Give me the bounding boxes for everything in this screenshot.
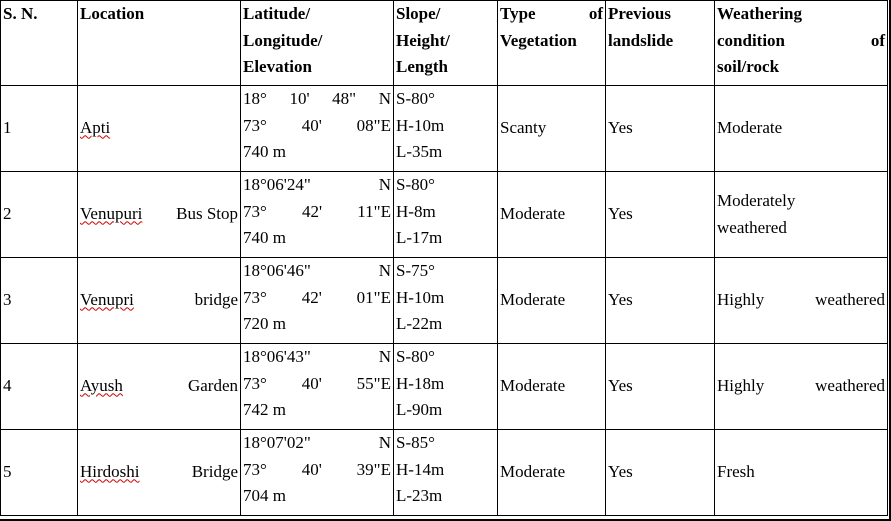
longitude-part: 11"E [357, 201, 391, 221]
cell-vegetation [498, 172, 606, 258]
header-sn: S. N. [1, 1, 78, 86]
latitude-part: 18° [243, 89, 267, 108]
location-part: Apti [80, 118, 111, 138]
length-value: L-35m [396, 142, 443, 161]
table-row [1, 172, 888, 258]
weathering-part: Moderate [717, 118, 783, 138]
header-weathering-line: Weathering [717, 4, 802, 23]
longitude-value [243, 199, 391, 226]
elevation-value: 740 m [243, 142, 286, 161]
location-part: Bus Stop [176, 204, 238, 224]
sn-value: 5 [3, 462, 12, 482]
table-row [1, 344, 888, 430]
vegetation-value: Moderate [500, 376, 566, 396]
weathering-part: weathered [717, 217, 787, 237]
header-slope [394, 1, 498, 86]
landslide-value: Yes [608, 118, 633, 138]
location-value [80, 287, 238, 314]
latitude-part: 18°07'02" [243, 433, 311, 452]
location-part: bridge [194, 290, 238, 310]
cell-slope [394, 86, 498, 172]
cell-vegetation [498, 430, 606, 516]
location-part: Venupri [80, 290, 134, 310]
cell-location [78, 430, 241, 516]
weathering-part: Highly [717, 376, 765, 396]
header-landslide-line: landslide [608, 30, 674, 50]
cell-landslide [606, 344, 715, 430]
longitude-part: 73° [243, 459, 267, 479]
landslide-value: Yes [608, 462, 633, 482]
length-value: L-90m [396, 400, 443, 419]
location-part: Hirdoshi [80, 462, 140, 482]
location-value [80, 115, 238, 142]
latitude-value [243, 172, 391, 199]
vegetation-value: Moderate [500, 462, 566, 482]
header-landslide-line: Previous [608, 4, 671, 23]
cell-landslide [606, 430, 715, 516]
longitude-value [243, 371, 391, 398]
elevation-value: 704 m [243, 486, 286, 505]
latitude-part: N [378, 175, 391, 194]
header-vegetation-line: Vegetation [500, 30, 577, 50]
weathering-value [717, 459, 885, 486]
sn-value: 1 [3, 118, 12, 138]
vegetation-value: Moderate [500, 290, 566, 310]
weathering-part: weathered [815, 290, 885, 310]
slope-value: S-80° [396, 175, 435, 194]
location-part: Bridge [191, 462, 238, 482]
longitude-part: 40' [301, 373, 322, 393]
header-landslide [606, 1, 715, 86]
cell-location [78, 344, 241, 430]
latitude-value [243, 344, 391, 371]
table-row [1, 258, 888, 344]
cell-slope [394, 430, 498, 516]
cell-location [78, 258, 241, 344]
elevation-value: 720 m [243, 314, 286, 333]
weathering-value [717, 287, 885, 314]
longitude-part: 55"E [356, 373, 391, 393]
latitude-part: 18°06'46" [243, 261, 311, 280]
latitude-value [243, 258, 391, 285]
slope-value: S-80° [396, 89, 435, 108]
weathering-part: Highly [717, 290, 765, 310]
latitude-value [243, 430, 391, 457]
longitude-part: 01"E [356, 287, 391, 307]
latitude-part: 10' [289, 89, 310, 108]
landslide-value: Yes [608, 204, 633, 224]
longitude-value [243, 457, 391, 484]
longitude-part: 39"E [356, 459, 391, 479]
latitude-part: 18°06'43" [243, 347, 311, 366]
latitude-part: N [378, 89, 391, 108]
longitude-part: 40' [301, 459, 322, 479]
header-vegetation-line: Type of [500, 4, 603, 23]
cell-weathering [715, 258, 888, 344]
header-latlong-line: Latitude/ [243, 4, 311, 23]
cell-slope [394, 344, 498, 430]
cell-location [78, 172, 241, 258]
height-value: H-18m [396, 373, 445, 393]
sn-value: 2 [3, 204, 12, 224]
vegetation-value: Scanty [500, 118, 547, 138]
location-value [80, 373, 238, 400]
cell-weathering [715, 86, 888, 172]
cell-location [78, 86, 241, 172]
cell-latlong [241, 172, 394, 258]
latitude-part: 18°06'24" [243, 175, 311, 194]
cell-landslide [606, 172, 715, 258]
location-part: Ayush [80, 376, 123, 396]
slope-value: S-75° [396, 261, 435, 280]
cell-sn [1, 258, 78, 344]
weathering-value [717, 115, 885, 142]
cell-vegetation [498, 344, 606, 430]
height-value: H-10m [396, 115, 445, 135]
height-value: H-8m [396, 201, 436, 221]
longitude-part: 40' [301, 115, 322, 135]
header-location: Location [78, 1, 241, 86]
cell-landslide [606, 86, 715, 172]
header-weathering-line: condition of [717, 30, 885, 50]
cell-landslide [606, 258, 715, 344]
longitude-value [243, 113, 391, 140]
longitude-part: 42' [302, 201, 323, 221]
header-slope-line: Length [396, 57, 448, 76]
sn-value: 3 [3, 290, 12, 310]
weathering-part: Fresh [717, 462, 755, 482]
cell-latlong [241, 258, 394, 344]
latitude-part: N [378, 347, 391, 366]
cell-vegetation [498, 86, 606, 172]
header-weathering [715, 1, 888, 86]
longitude-part: 73° [243, 373, 267, 393]
location-part: Venupuri [80, 204, 143, 224]
latitude-part: N [378, 433, 391, 452]
longitude-part: 73° [243, 201, 267, 221]
landslide-value: Yes [608, 290, 633, 310]
cell-sn [1, 86, 78, 172]
longitude-part: 73° [243, 287, 267, 307]
location-part: Garden [187, 376, 238, 396]
longitude-part: 73° [243, 115, 267, 135]
length-value: L-22m [396, 314, 443, 333]
table-row [1, 430, 888, 516]
weathering-part: weathered [815, 376, 885, 396]
cell-latlong [241, 430, 394, 516]
slope-value: S-80° [396, 347, 435, 366]
cell-slope [394, 172, 498, 258]
header-vegetation [498, 1, 606, 86]
slope-value: S-85° [396, 433, 435, 452]
cell-weathering [715, 344, 888, 430]
latitude-part: N [378, 261, 391, 280]
elevation-value: 742 m [243, 400, 286, 419]
cell-slope [394, 258, 498, 344]
longitude-value [243, 285, 391, 312]
table-header-row [1, 1, 888, 86]
cell-sn [1, 430, 78, 516]
table-row [1, 86, 888, 172]
elevation-value: 740 m [243, 228, 286, 247]
length-value: L-23m [396, 486, 443, 505]
header-latlong-line: Elevation [243, 57, 312, 76]
cell-latlong [241, 344, 394, 430]
header-latlong [241, 1, 394, 86]
cell-vegetation [498, 258, 606, 344]
longitude-part: 42' [301, 287, 322, 307]
landslide-value: Yes [608, 376, 633, 396]
location-value [80, 459, 238, 486]
cell-latlong [241, 86, 394, 172]
height-value: H-10m [396, 287, 445, 307]
location-value [80, 201, 238, 228]
cell-weathering [715, 430, 888, 516]
sn-value: 4 [3, 376, 12, 396]
header-slope-line: Slope/ [396, 4, 441, 23]
height-value: H-14m [396, 459, 445, 479]
latitude-part: 48" [332, 89, 357, 108]
weathering-value [717, 188, 885, 241]
length-value: L-17m [396, 228, 443, 247]
latitude-value [243, 86, 391, 113]
longitude-part: 08"E [356, 115, 391, 135]
header-latlong-line: Longitude/ [243, 30, 323, 50]
cell-weathering [715, 172, 888, 258]
vegetation-value: Moderate [500, 204, 566, 224]
weathering-value [717, 373, 885, 400]
cell-sn [1, 172, 78, 258]
cell-sn [1, 344, 78, 430]
header-slope-line: Height/ [396, 30, 450, 50]
weathering-part: Moderately [717, 191, 796, 210]
header-weathering-line: soil/rock [717, 57, 780, 76]
